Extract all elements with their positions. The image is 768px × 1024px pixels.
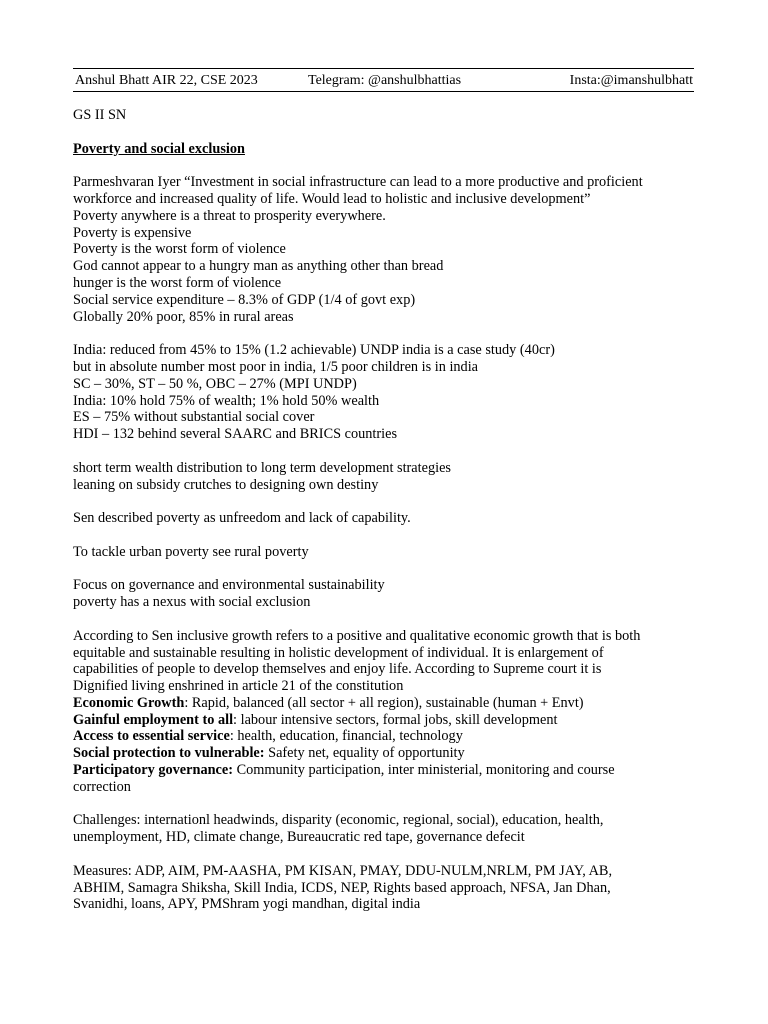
- text-line: poverty has a nexus with social exclusion: [73, 594, 311, 611]
- pillar-continuation: correction: [73, 778, 131, 795]
- measures-line: Measures: ADP, AIM, PM-AASHA, PM KISAN, PMAY, DDU-NULM,NRLM, PM JAY, AB,: [73, 862, 613, 879]
- header-telegram: Telegram: @anshulbhattias: [308, 73, 462, 88]
- text-line: According to Sen inclusive growth refers to a positive and qualitative economic growth that is both: [73, 627, 641, 644]
- challenges-line: Challenges: internationl headwinds, disparity (economic, regional, social), education, health,: [73, 812, 604, 829]
- text-line: SC – 30%, ST – 50 %, OBC – 27% (MPI UNDP): [73, 375, 357, 392]
- pillar-text: Safety net, equality of opportunity: [264, 745, 465, 762]
- pillar-item: [73, 762, 698, 779]
- header-insta: Insta:@imanshulbhatt: [569, 73, 693, 88]
- text-line: but in absolute number most poor in india, 1/5 poor children is in india: [73, 358, 479, 375]
- pillar-text: : health, education, financial, technology: [229, 728, 463, 745]
- text-line: Poverty is the worst form of violence: [73, 241, 286, 258]
- measures-line: ABHIM, Samagra Shiksha, Skill India, ICDS, NEP, Rights based approach, NFSA, Jan Dhan,: [73, 879, 611, 896]
- text-line: India: 10% hold 75% of wealth; 1% hold 50% wealth: [73, 392, 380, 409]
- text-line: Globally 20% poor, 85% in rural areas: [73, 308, 294, 325]
- pillar-text: : Rapid, balanced (all sector + all region), sustainable (human + Envt): [184, 694, 584, 711]
- pillar-item: [73, 712, 698, 729]
- pillar-item: [73, 745, 698, 762]
- pillar-label: Economic Growth: [73, 694, 185, 711]
- pillar-item: [73, 728, 698, 745]
- quote-line: Parmeshvaran Iyer “Investment in social infrastructure can lead to a more productive and proficient: [73, 174, 643, 191]
- text-line: HDI – 132 behind several SAARC and BRICS countries: [73, 426, 398, 443]
- header-author: Anshul Bhatt AIR 22, CSE 2023: [75, 73, 258, 88]
- text-line: Dignified living enshrined in article 21 of the constitution: [73, 678, 404, 695]
- section-label: GS II SN: [73, 107, 127, 123]
- text-line: To tackle urban poverty see rural poverty: [73, 543, 309, 560]
- document-body: [73, 107, 698, 913]
- text-line: short term wealth distribution to long term development strategies: [73, 459, 451, 476]
- page-title: Poverty and social exclusion: [73, 140, 245, 157]
- page-header: [73, 68, 694, 92]
- text-line: God cannot appear to a hungry man as anything other than bread: [73, 258, 444, 275]
- text-line: India: reduced from 45% to 15% (1.2 achievable) UNDP india is a case study (40cr): [73, 342, 555, 359]
- text-line: ES – 75% without substantial social cover: [73, 409, 315, 426]
- text-line: leaning on subsidy crutches to designing own destiny: [73, 476, 379, 493]
- pillar-text: : labour intensive sectors, formal jobs, skill development: [233, 711, 558, 728]
- text-line: Focus on governance and environmental sustainability: [73, 577, 385, 594]
- pillar-label: Access to essential service: [73, 728, 230, 745]
- text-line: Social service expenditure – 8.3% of GDP (1/4 of govt exp): [73, 291, 416, 308]
- pillar-label: Gainful employment to all: [73, 711, 234, 728]
- pillar-item: [73, 695, 698, 712]
- challenges-line: unemployment, HD, climate change, Bureaucratic red tape, governance defecit: [73, 829, 525, 846]
- measures-line: Svanidhi, loans, APY, PMShram yogi mandhan, digital india: [73, 896, 421, 913]
- text-line: capabilities of people to develop themselves and enjoy life. According to Supreme court it is: [73, 661, 602, 678]
- text-line: hunger is the worst form of violence: [73, 274, 282, 291]
- quote-line: workforce and increased quality of life. Would lead to holistic and inclusive development”: [73, 190, 591, 207]
- text-line: Poverty anywhere is a threat to prosperity everywhere.: [73, 207, 386, 224]
- text-line: Poverty is expensive: [73, 224, 192, 241]
- text-line: equitable and sustainable resulting in holistic development of individual. It is enlargement of: [73, 644, 604, 661]
- text-line: Sen described poverty as unfreedom and lack of capability.: [73, 510, 411, 527]
- pillar-text: Community participation, inter ministerial, monitoring and course: [233, 762, 615, 779]
- pillar-label: Social protection to vulnerable:: [73, 745, 265, 762]
- pillar-label: Participatory governance:: [73, 762, 233, 779]
